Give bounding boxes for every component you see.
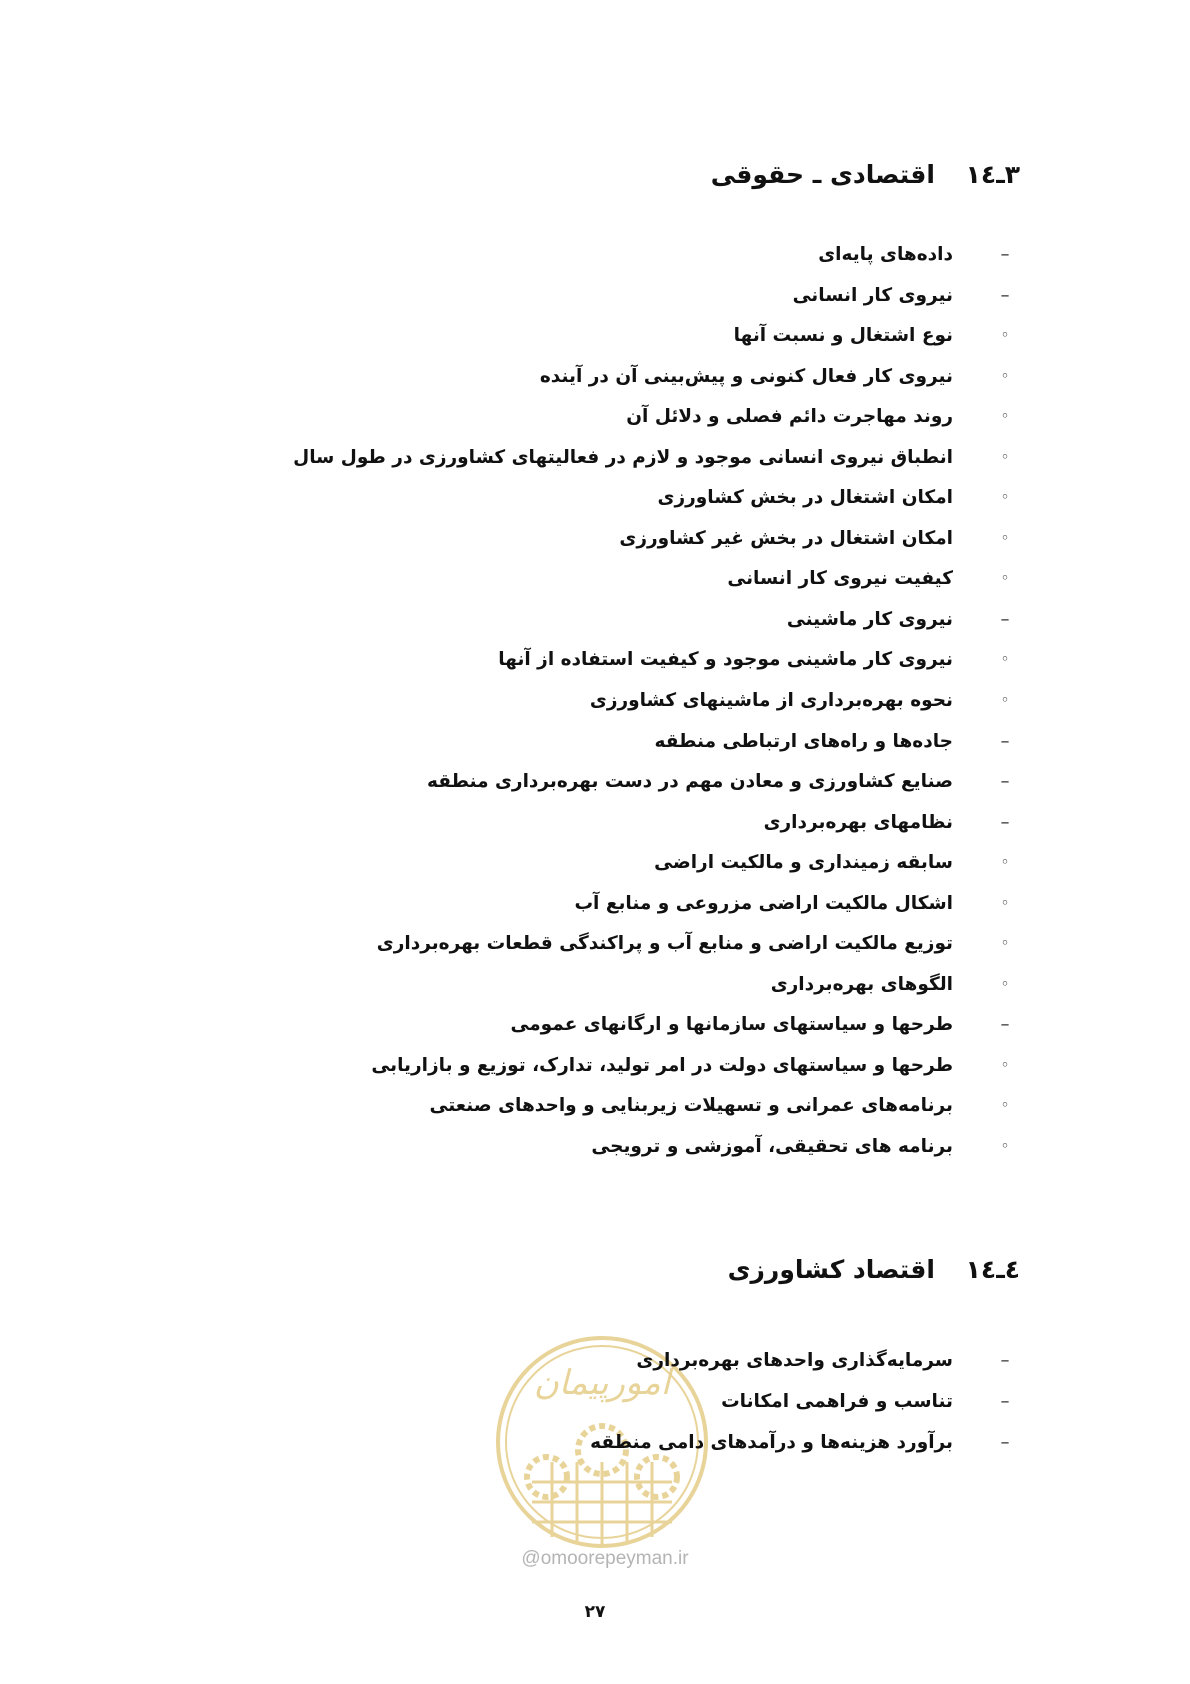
circle-bullet-icon: ◦ (1000, 650, 1010, 668)
list-item-text: جاده‌ها و راه‌های ارتباطی منطقه (654, 730, 953, 752)
list-item (734, 320, 1020, 350)
list-item (721, 1386, 1020, 1416)
list-item-text: صنایع کشاورزی و معادن مهم در دست بهره‌برداری منطقه (426, 770, 953, 792)
list-item (727, 563, 1020, 593)
list-item (787, 604, 1020, 634)
circle-bullet-icon: ◦ (1000, 407, 1010, 425)
circle-bullet-icon: ◦ (1000, 488, 1010, 506)
dash-marker: – (1000, 608, 1010, 630)
watermark-site-text: @omoorepeyman.ir (521, 1548, 689, 1569)
section-title: اقتصادی ـ حقوقی (710, 160, 935, 189)
list-item-text: کیفیت نیروی کار انسانی (727, 567, 953, 589)
list-item (540, 361, 1020, 391)
list-item (511, 1009, 1020, 1039)
section-number: ٣ـ١٤ (965, 160, 1020, 189)
list-item-text: امکان اشتغال در بخش غیر کشاورزی (619, 527, 953, 549)
circle-bullet-icon: ◦ (1000, 569, 1010, 587)
circle-bullet-icon: ◦ (1000, 1056, 1010, 1074)
list-item (793, 280, 1020, 310)
list-item-text: نیروی کار ماشینی (786, 608, 953, 630)
circle-bullet-icon: ◦ (1000, 529, 1010, 547)
circle-bullet-icon: ◦ (1000, 975, 1010, 993)
circle-bullet-icon: ◦ (1000, 448, 1010, 466)
list-item (498, 644, 1020, 674)
circle-bullet-icon: ◦ (1000, 691, 1010, 709)
list-item (771, 969, 1020, 999)
list-item-text: سابقه زمینداری و مالکیت اراضی (654, 851, 953, 873)
list-item (658, 482, 1020, 512)
circle-bullet-icon: ◦ (1000, 853, 1010, 871)
circle-bullet-icon: ◦ (1000, 367, 1010, 385)
list-item (654, 847, 1020, 877)
list-item (636, 1345, 1020, 1375)
list-item (619, 523, 1020, 553)
list-item (427, 766, 1020, 796)
list-item-text: نیروی کار فعال کنونی و پیش‌بینی آن در آینده (539, 365, 953, 387)
dash-marker: – (1000, 1431, 1010, 1453)
dash-marker: – (1000, 1013, 1010, 1035)
list-item-text: نظامهای بهره‌برداری (763, 811, 953, 833)
list-item (626, 401, 1020, 431)
circle-bullet-icon: ◦ (1000, 326, 1010, 344)
circle-bullet-icon: ◦ (1000, 934, 1010, 952)
list-item (764, 807, 1020, 837)
dash-marker: – (1000, 730, 1010, 752)
list-item (654, 726, 1020, 756)
list-item-text: برنامه‌های عمرانی و تسهیلات زیربنایی و واحدهای صنعتی (429, 1094, 953, 1116)
list-item (818, 239, 1020, 269)
list-item-text: برآورد هزینه‌ها و درآمدهای دامی منطقه (590, 1431, 953, 1453)
dash-marker: – (1000, 1390, 1010, 1412)
list-item-text: توزیع مالکیت اراضی و منابع آب و پراکندگی قطعات بهره‌برداری (376, 932, 953, 954)
list-item (293, 442, 1020, 472)
list-item (590, 1427, 1020, 1457)
list-item-text: روند مهاجرت دائم فصلی و دلائل آن (626, 405, 953, 427)
list-item (371, 1050, 1020, 1080)
list-item (429, 1090, 1020, 1120)
circle-bullet-icon: ◦ (1000, 1137, 1010, 1155)
list-item-text: نوع اشتغال و نسبت آنها (733, 324, 953, 346)
list-item (574, 888, 1020, 918)
section-heading-4-14 (728, 1255, 1020, 1284)
list-item-text: انطباق نیروی انسانی موجود و لازم در فعالیتهای کشاورزی در طول سال (293, 446, 953, 468)
list-item-text: داده‌های پایه‌ای (818, 243, 953, 265)
list-item-text: طرحها و سیاستهای سازمانها و ارگانهای عمومی (510, 1013, 953, 1035)
list-item-text: اشکال مالکیت اراضی مزروعی و منابع آب (574, 892, 953, 914)
dash-marker: – (1000, 284, 1010, 306)
list-item-text: امکان اشتغال در بخش کشاورزی (657, 486, 953, 508)
list-item-text: نیروی کار انسانی (792, 284, 953, 306)
circle-bullet-icon: ◦ (1000, 1096, 1010, 1114)
circle-bullet-icon: ◦ (1000, 894, 1010, 912)
list-item (377, 928, 1020, 958)
list-item-text: الگوهای بهره‌برداری (770, 973, 953, 995)
list-item-text: نحوه بهره‌برداری از ماشینهای کشاورزی (589, 689, 953, 711)
page-number: ٢٧ (584, 1602, 606, 1622)
section-title: اقتصاد کشاورزی (727, 1255, 935, 1284)
list-item-text: نیروی کار ماشینی موجود و کیفیت استفاده از آنها (498, 648, 953, 670)
list-item (590, 685, 1020, 715)
dash-marker: – (1000, 770, 1010, 792)
list-item-text: تناسب و فراهمی امکانات (721, 1390, 953, 1412)
list-item (591, 1131, 1020, 1161)
list-item-text: برنامه های تحقیقی، آموزشی و ترویجی (591, 1135, 953, 1157)
dash-marker: – (1000, 1349, 1010, 1371)
list-item-text: سرمایه‌گذاری واحدهای بهره‌برداری (636, 1349, 953, 1371)
section-number: ٤ـ١٤ (965, 1255, 1020, 1284)
watermark-logo-text: امورپیمان (533, 1363, 671, 1403)
section-heading-3-14 (711, 160, 1020, 189)
dash-marker: – (1000, 811, 1010, 833)
list-item-text: طرحها و سیاستهای دولت در امر تولید، تدارک، توزیع و بازاریابی (371, 1054, 953, 1076)
dash-marker: – (1000, 243, 1010, 265)
